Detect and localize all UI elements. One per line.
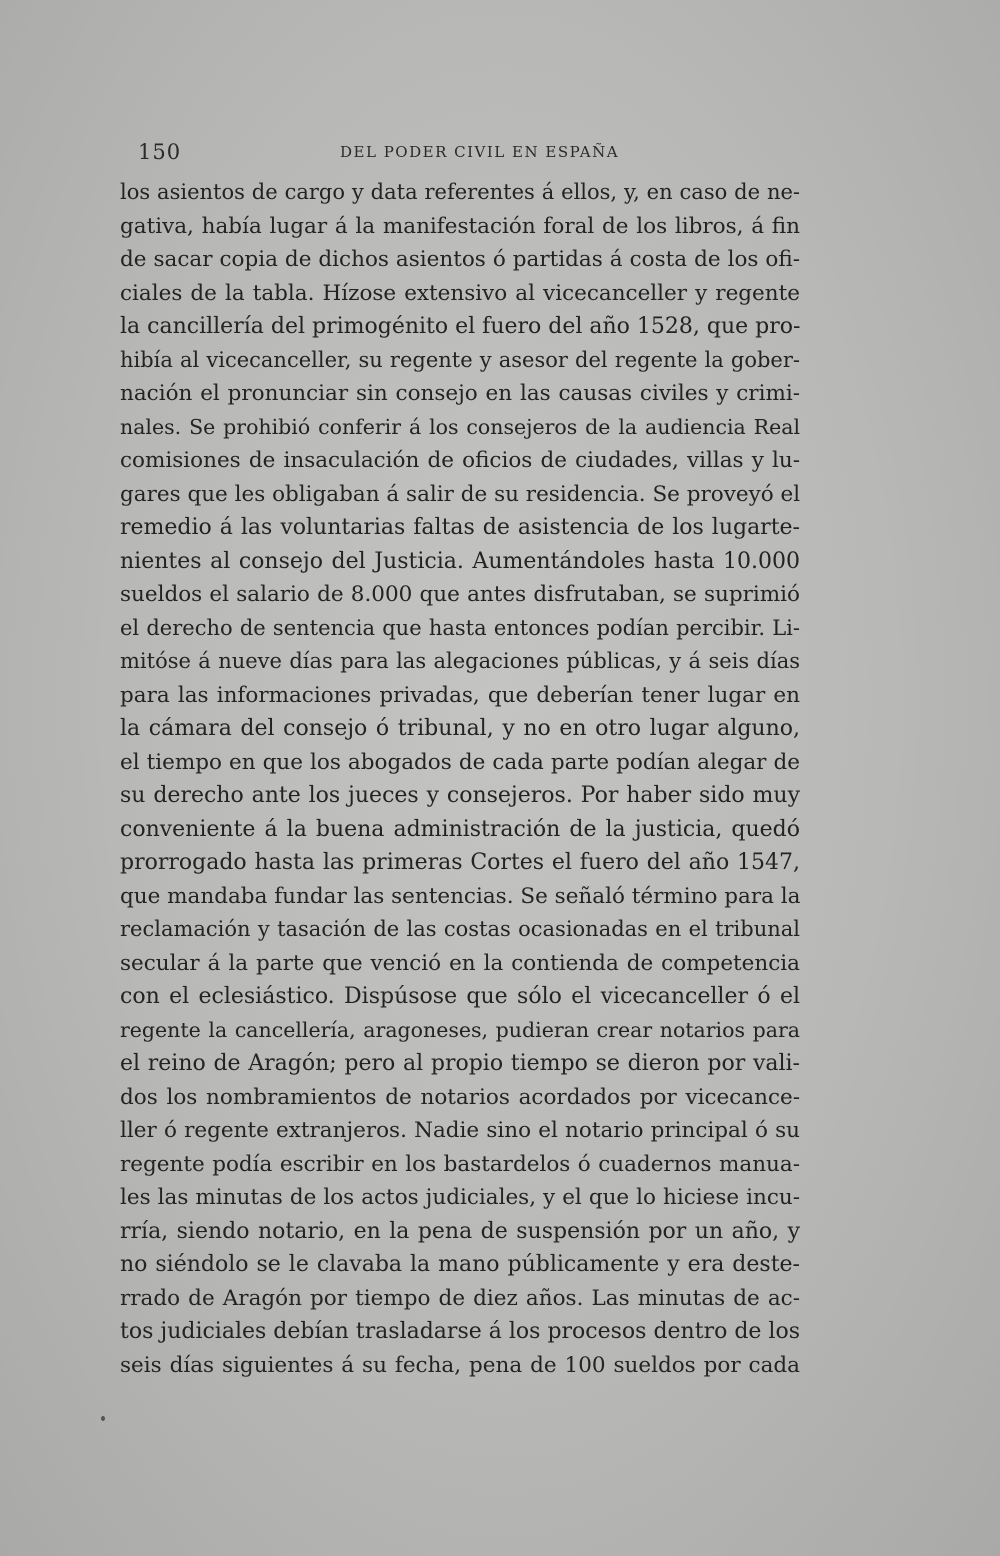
text-line: el derecho de sentencia que hasta entonces podían percibir. Li- bbox=[120, 615, 800, 640]
text-line: ciales de la tabla. Hízose extensivo al vicecanceller y regente bbox=[120, 280, 800, 306]
text-line: con el eclesiástico. Dispúsose que sólo el vicecanceller ó el bbox=[120, 984, 800, 1009]
text-line: los asientos de cargo y data referentes á ellos, y, en caso de ne- bbox=[120, 180, 800, 204]
text-line: sueldos el salario de 8.000 que antes disfrutaban, se suprimió bbox=[120, 582, 800, 607]
text-line: dos los nombramientos de notarios acordados por vicecance- bbox=[120, 1084, 800, 1110]
text-line: prorrogado hasta las primeras Cortes el fuero del año 1547, bbox=[120, 850, 800, 875]
text-line: comisiones de insaculación de oficios de ciudades, villas y lu- bbox=[120, 448, 800, 473]
page-number: 150 bbox=[138, 140, 182, 164]
text-line: tos judiciales debían trasladarse á los procesos dentro de los bbox=[120, 1319, 800, 1344]
running-title: DEL PODER CIVIL EN ESPAÑA bbox=[340, 143, 620, 161]
text-line: el tiempo en que los abogados de cada parte podían alegar de bbox=[120, 749, 800, 775]
text-line: para las informaciones privadas, que deberían tener lugar en bbox=[120, 682, 800, 708]
text-line: rría, siendo notario, en la pena de suspensión por un año, y bbox=[120, 1218, 800, 1244]
text-line: secular á la parte que venció en la contienda de competencia bbox=[120, 950, 800, 976]
text-line: gares que les obligaban á salir de su residencia. Se proveyó el bbox=[120, 481, 801, 507]
text-line: regente la cancellería, aragoneses, pudieran crear notarios para bbox=[120, 1017, 800, 1042]
text-line: remedio á las voluntarias faltas de asistencia de los lugarte- bbox=[120, 515, 800, 540]
text-line: el reino de Aragón; pero al propio tiempo se dieron por vali- bbox=[120, 1051, 800, 1076]
text-line: hibía al vicecanceller, su regente y asesor del regente la gober- bbox=[120, 347, 800, 372]
text-line: conveniente á la buena administración de la justicia, quedó bbox=[120, 816, 800, 842]
text-line: su derecho ante los jueces y consejeros. Por haber sido muy bbox=[120, 783, 800, 808]
running-head bbox=[130, 140, 830, 170]
text-line: no siéndolo se le clavaba la mano públicamente y era deste- bbox=[120, 1252, 800, 1277]
text-line: reclamación y tasación de las costas ocasionadas en el tribunal bbox=[120, 917, 800, 941]
text-line: la cancillería del primogénito el fuero del año 1528, que pro- bbox=[120, 314, 801, 339]
text-line: les las minutas de los actos judiciales, y el que lo hiciese incu- bbox=[120, 1185, 800, 1210]
text-line: ller ó regente extranjeros. Nadie sino el notario principal ó su bbox=[120, 1118, 800, 1143]
text-line: regente podía escribir en los bastardelos ó cuadernos manua- bbox=[120, 1151, 800, 1177]
body-text bbox=[120, 176, 800, 1382]
text-line: nientes al consejo del Justicia. Aumentándoles hasta 10.000 bbox=[120, 548, 800, 574]
text-line: nación el pronunciar sin consejo en las causas civiles y crimi- bbox=[120, 381, 800, 406]
text-line: que mandaba fundar las sentencias. Se señaló término para la bbox=[120, 883, 801, 909]
text-line: nales. Se prohibió conferir á los consejeros de la audiencia Real bbox=[120, 414, 800, 439]
text-line: seis días siguientes á su fecha, pena de 100 sueldos por cada bbox=[120, 1352, 800, 1378]
text-line: la cámara del consejo ó tribunal, y no en otro lugar alguno, bbox=[120, 716, 800, 741]
text-line: rrado de Aragón por tiempo de diez años. Las minutas de ac- bbox=[120, 1285, 800, 1311]
text-line: mitóse á nueve días para las alegaciones públicas, y á seis días bbox=[120, 649, 800, 673]
text-line: de sacar copia de dichos asientos ó partidas á costa de los ofi- bbox=[120, 247, 800, 272]
paper-speck bbox=[101, 1416, 105, 1421]
text-line: gativa, había lugar á la manifestación foral de los libros, á fin bbox=[120, 213, 800, 239]
